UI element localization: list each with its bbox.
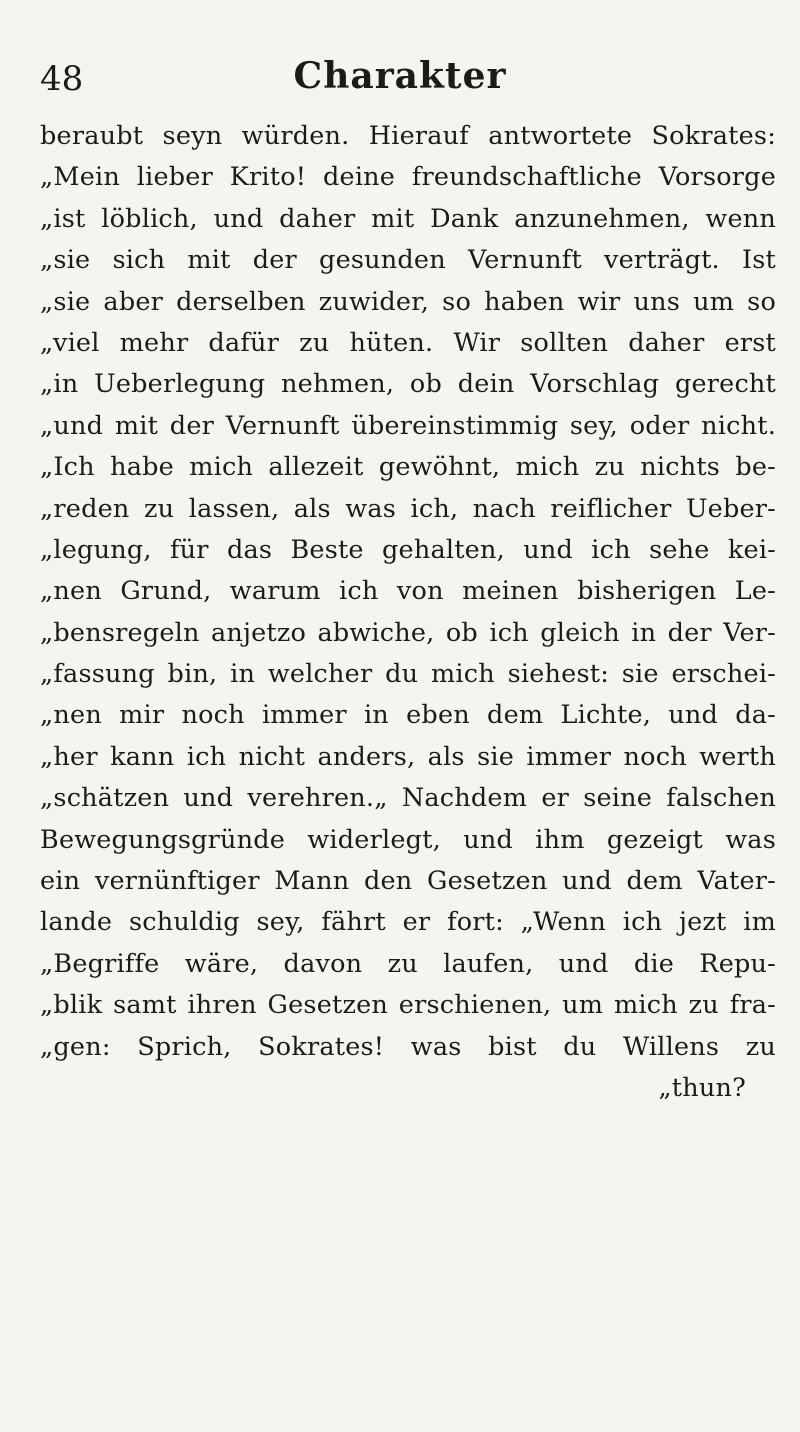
- text-line: „thun?: [658, 1072, 746, 1103]
- text-line: „nen mir noch immer in eben dem Lichte, und da-: [40, 700, 776, 731]
- text-line: „sie sich mit der gesunden Vernunft verträgt. Ist: [40, 245, 776, 276]
- text-line: „viel mehr dafür zu hüten. Wir sollten daher erst: [40, 327, 776, 358]
- body-text: [40, 116, 776, 1109]
- text-line: „bensregeln anjetzo abwiche, ob ich gleich in der Ver-: [40, 617, 776, 648]
- text-line: beraubt seyn würden. Hierauf antwortete Sokrates:: [40, 121, 776, 151]
- text-line: „blik samt ihren Gesetzen erschienen, um mich zu fra-: [40, 990, 776, 1021]
- text-line: „sie aber derselben zuwider, so haben wir uns um so: [40, 286, 776, 317]
- text-line: Bewegungsgründe widerlegt, und ihm gezeigt was: [40, 824, 776, 855]
- text-line: „Mein lieber Krito! deine freundschaftliche Vorsorge: [40, 162, 776, 193]
- text-line: „und mit der Vernunft übereinstimmig sey, oder nicht.: [40, 410, 776, 441]
- text-line: „her kann ich nicht anders, als sie immer noch werth: [40, 741, 776, 772]
- text-line: „nen Grund, warum ich von meinen bisherigen Le-: [40, 576, 776, 607]
- running-head: Charakter: [293, 55, 507, 97]
- text-line: „in Ueberlegung nehmen, ob dein Vorschlag gerecht: [40, 369, 776, 400]
- text-line: „ist löblich, und daher mit Dank anzunehmen, wenn: [40, 203, 776, 234]
- text-line: „reden zu lassen, als was ich, nach reiflicher Ueber-: [40, 493, 776, 524]
- text-line: „legung, für das Beste gehalten, und ich sehe kei-: [40, 534, 776, 565]
- text-line: „schätzen und verehren.„ Nachdem er seine falschen: [40, 783, 776, 814]
- text-line: „gen: Sprich, Sokrates! was bist du Willens zu: [40, 1031, 776, 1062]
- text-line: „Ich habe mich allezeit gewöhnt, mich zu nichts be-: [40, 452, 776, 483]
- page-header: [40, 55, 760, 104]
- text-line: „Begriffe wäre, davon zu laufen, und die Repu-: [40, 948, 776, 979]
- text-line: ein vernünftiger Mann den Gesetzen und dem Vater-: [40, 866, 776, 897]
- text-line: „fassung bin, in welcher du mich siehest: sie erschei-: [40, 659, 776, 690]
- page-number: 48: [40, 59, 84, 99]
- text-line: lande schuldig sey, fährt er fort: „Wenn ich jezt im: [40, 907, 776, 938]
